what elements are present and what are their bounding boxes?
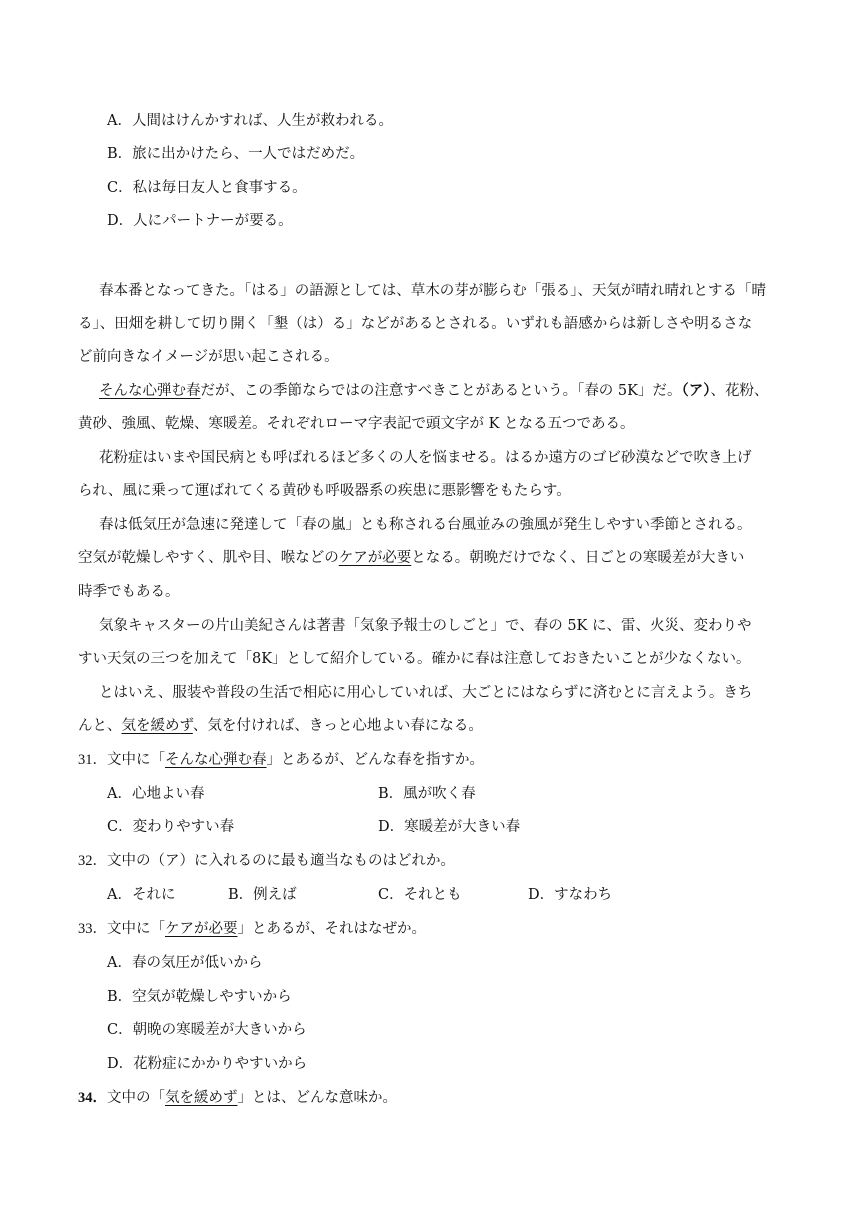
- question-underline: ケアが必要: [165, 921, 238, 937]
- question-31: [78, 750, 484, 770]
- question-number: 33．: [78, 921, 107, 937]
- q33-option-b[interactable]: B．空気が乾燥しやすいから: [107, 989, 292, 1005]
- q33-option-d[interactable]: D．花粉症にかかりやすいから: [107, 1056, 308, 1072]
- question-number: 34．: [78, 1090, 107, 1106]
- prev-option-c: C．私は毎日友人と食事する。: [107, 180, 307, 196]
- passage-p1-line1: 春本番となってきた。「はる」の語源としては、草木の芽が膨らむ「張る」、天気が晴れ晴れとする「晴: [99, 283, 766, 299]
- passage-p4-line1: 春は低気圧が急速に発達して「春の嵐」とも称される台風並みの強風が発生しやすい季節とされる。: [99, 517, 752, 533]
- question-text: 」とあるが、それはなぜか。: [237, 921, 426, 937]
- passage-p5-line2: すい天気の三つを加えて「8K」として紹介している。確かに春は注意しておきたいことが少なくない。: [78, 651, 751, 667]
- prev-option-d: D．人にパートナーが要る。: [107, 213, 293, 229]
- q33-option-a[interactable]: A．春の気圧が低いから: [107, 955, 263, 971]
- q32-option-c[interactable]: C．それとも: [378, 887, 462, 903]
- q32-option-b[interactable]: B．例えば: [228, 887, 297, 903]
- passage-p6-line1: とはいえ、服装や普段の生活で相応に用心していれば、大ごとにはならずに済むとに言えよう。きち: [99, 685, 753, 701]
- q32-option-d[interactable]: D．すなわち: [528, 887, 613, 903]
- passage-p4-line2: [78, 548, 744, 568]
- passage-p5-line1: 気象キャスターの片山美紀さんは著書「気象予報士のしごと」で、春の 5K に、雷、火災、変わりや: [99, 618, 752, 634]
- q31-option-c[interactable]: C．変わりやすい春: [107, 819, 235, 835]
- question-text: 」とは、どんな意味か。: [237, 1090, 397, 1106]
- q31-option-a[interactable]: A．心地よい春: [107, 786, 205, 802]
- passage-text: 、気を付ければ、きっと心地よい春になる。: [192, 718, 483, 734]
- underlined-phrase-2: ケアが必要: [338, 550, 412, 566]
- question-underline: 気を緩めず: [165, 1090, 238, 1106]
- passage-p2-line2: 黄砂、強風、乾燥、寒暖差。それぞれローマ字表記で頭文字が K となる五つである。: [78, 416, 635, 432]
- q32-option-a[interactable]: A．それに: [107, 887, 176, 903]
- question-text: 文中に「: [107, 921, 165, 937]
- question-text: 文中に「: [107, 752, 165, 768]
- passage-text: となる。朝晩だけでなく、日ごとの寒暖差が大きい: [411, 550, 745, 566]
- underlined-phrase-1: そんな心弾む春: [99, 383, 201, 399]
- blank-a: （ア）: [681, 382, 711, 399]
- question-text: 文中の「: [107, 1090, 165, 1106]
- question-text: 文中の（ア）に入れるのに最も適当なものはどれか。: [107, 853, 455, 869]
- question-text: 」とあるが、どんな春を指すか。: [266, 752, 484, 768]
- passage-text: だが、この季節ならではの注意すべきことがあるという。「春の 5K」だ。: [200, 383, 682, 399]
- passage-text: んと、: [78, 718, 122, 734]
- passage-p1-line2: る」、田畑を耕して切り開く「墾（は）る」などがあるとされる。いずれも語感からは新しさや明るさな: [78, 316, 753, 332]
- question-32: [78, 851, 455, 871]
- question-33: [78, 919, 426, 939]
- q31-option-b[interactable]: B．風が吹く春: [378, 786, 476, 802]
- passage-p3-line1: 花粉症はいまや国民病とも呼ばれるほど多くの人を悩ませる。はるか遠方のゴビ砂漠などで吹き上げ: [99, 450, 752, 466]
- question-underline: そんな心弾む春: [165, 752, 267, 768]
- passage-p2-line1: [99, 381, 768, 401]
- question-number: 31．: [78, 752, 107, 768]
- passage-text: 、花粉、: [710, 383, 769, 399]
- prev-option-a: A．人間はけんかすれば、人生が救われる。: [107, 113, 393, 129]
- q31-option-d[interactable]: D．寒暖差が大きい春: [378, 819, 521, 835]
- passage-p1-line3: ど前向きなイメージが思い起こされる。: [78, 349, 339, 365]
- passage-p6-line2: [78, 716, 483, 736]
- passage-p4-line3: 時季でもある。: [78, 584, 180, 600]
- underlined-phrase-3: 気を緩めず: [121, 718, 193, 734]
- q33-option-c[interactable]: C．朝晩の寒暖差が大きいから: [107, 1022, 307, 1038]
- passage-text: 空気が乾燥しやすく、肌や目、喉などの: [78, 550, 339, 566]
- prev-option-b: B．旅に出かけたら、一人ではだめだ。: [107, 146, 365, 162]
- passage-p3-line2: られ、風に乗って運ばれてくる黄砂も呼吸器系の疾患に悪影響をもたらす。: [78, 483, 571, 499]
- question-number: 32．: [78, 853, 107, 869]
- question-34: [78, 1088, 397, 1108]
